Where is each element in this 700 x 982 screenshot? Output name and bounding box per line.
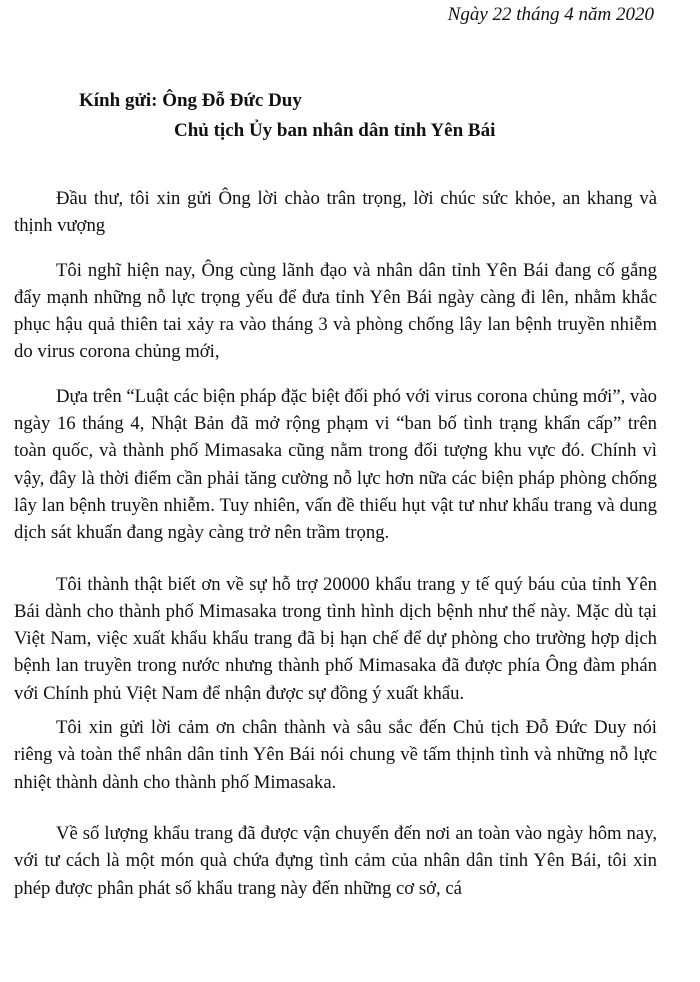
paragraph-thanks: Tôi xin gửi lời cảm ơn chân thành và sâu sắc đến Chủ tịch Đỗ Đức Duy nói riêng và toàn thể nhân dân tỉnh Yên Bái nói chung về tấm thịnh tình và những nỗ lực nhiệt thành dành cho thành phố Mimasaka. <box>14 717 657 793</box>
letter-date: Ngày 22 tháng 4 năm 2020 <box>447 4 654 25</box>
addressee-recipient: Kính gửi: Ông Đỗ Đức Duy <box>79 90 302 111</box>
addressee-title: Chủ tịch Ủy ban nhân dân tỉnh Yên Bái <box>174 120 496 141</box>
paragraph-distribution: Về số lượng khẩu trang đã được vận chuyển đến nơi an toàn vào ngày hôm nay, với tư cách là một món quà chứa đựng tình cảm của nhân dân tỉnh Yên Bái, tôi xin phép được phân phát số khẩu trang này đến những cơ sở, cá <box>14 822 657 899</box>
paragraph-emergency: Dựa trên “Luật các biện pháp đặc biệt đối phó với virus corona chủng mới”, vào ngày 16 tháng 4, Nhật Bản đã mở rộng phạm vi “ban bố tình trạng khẩn cấp” trên toàn quốc, và thành phố Mimasaka cũng nằm trong đối tượng khu vực đó. Chính vì vậy, đây là thời điểm cần phải tăng cường nỗ lực hơn nữa các biện pháp phòng chống lây lan bệnh truyền nhiễm. Tuy nhiên, vấn đề thiếu hụt vật tư như khẩu trang và dung dịch sát khuẩn đang ngày càng trở nên trầm trọng. <box>14 385 657 544</box>
addressee-block <box>0 86 700 146</box>
paragraph-gratitude-support: Tôi thành thật biết ơn về sự hỗ trợ 20000 khẩu trang y tế quý báu của tỉnh Yên Bái dành cho thành phố Mimasaka trong tình hình dịch bệnh như thế này. Mặc dù tại Việt Nam, việc xuất khẩu khẩu trang đã bị hạn chế để dự phòng cho trường hợp dịch bệnh lan truyền trong nước nhưng thành phố Mimasaka đã được phía Ông đàm phán với Chính phủ Việt Nam để nhận được sự đồng ý xuất khẩu. <box>14 573 657 704</box>
paragraph-situation: Tôi nghĩ hiện nay, Ông cùng lãnh đạo và nhân dân tỉnh Yên Bái đang cố gắng đẩy mạnh những nỗ lực trọng yếu để đưa tỉnh Yên Bái ngày càng đi lên, nhằm khắc phục hậu quả thiên tai xảy ra vào tháng 3 và phòng chống lây lan bệnh truyền nhiễm do virus corona chủng mới, <box>14 259 657 363</box>
paragraph-greeting: Đầu thư, tôi xin gửi Ông lời chào trân trọng, lời chúc sức khỏe, an khang và thịnh vượng <box>14 188 657 237</box>
letter-body <box>14 185 657 902</box>
